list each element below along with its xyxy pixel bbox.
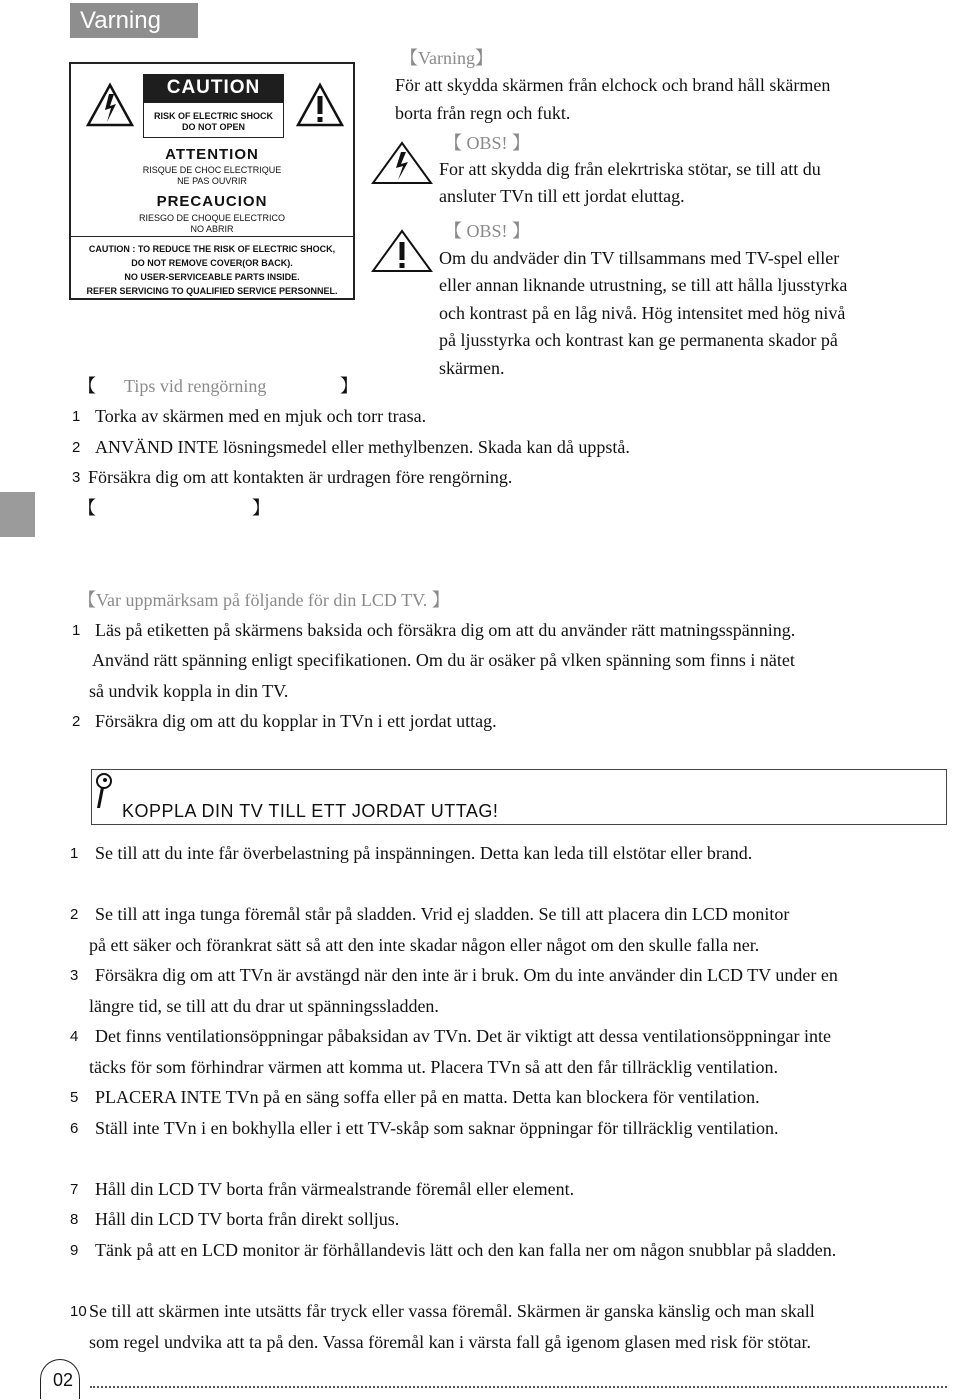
obs-heading-1: 【 OBS! 】 <box>444 133 531 153</box>
instruction-line-1: CAUTION : TO REDUCE THE RISK OF ELECTRIC SHOCK, <box>88 244 336 254</box>
list-item-text: på ett säker och förankrat sätt så att den inte skadar någon eller något om den skulle falla ner. <box>89 935 760 955</box>
cleaning-item-number: 3 <box>72 469 81 486</box>
cleaning-item-text: Torka av skärmen med en mjuk och torr trasa. <box>95 406 427 426</box>
obs1-line-1: For att skydda dig från elekrtriska stötar, se till att du <box>439 159 821 179</box>
list-item-text: Håll din LCD TV borta från värmealstrande föremål eller element. <box>95 1179 575 1199</box>
cleaning-item-number: 1 <box>72 408 81 425</box>
warning-line-2: borta från regn och fukt. <box>395 103 571 123</box>
cleaning-item-text: ANVÄND INTE lösningsmedel eller methylbenzen. Skada kan då uppstå. <box>95 437 630 457</box>
risk-line-1: RISK OF ELECTRIC SHOCK <box>153 111 273 121</box>
list-item-number: 2 <box>70 906 79 923</box>
list-item-number: 3 <box>70 967 79 984</box>
precaucion-line-1: RIESGO DE CHOQUE ELECTRICO <box>138 213 286 223</box>
attention-item-text: Försäkra dig om att du kopplar in TVn i ett jordat uttag. <box>95 711 497 731</box>
caution-heading: CAUTION <box>143 74 284 102</box>
obs2-line-4: på ljusstyrka och kontrast kan ge permanenta skador på <box>439 330 838 350</box>
exclamation-warning-icon <box>295 82 345 128</box>
attention-item-number: 1 <box>72 622 81 639</box>
obs-heading-2: 【 OBS! 】 <box>444 221 531 241</box>
list-item-number: 4 <box>70 1028 79 1045</box>
attention-item-text: Använd rätt spänning enligt specifikationen. Om du är osäker på vlken spänning som finns i nätet <box>92 650 795 670</box>
obs2-line-1: Om du andväder din TV tillsammans med TV-spel eller <box>439 248 840 268</box>
warning-line-1: För att skydda skärmen från elchock och brand håll skärmen <box>395 75 831 95</box>
cleaning-item-text: Försäkra dig om att kontakten är urdragen före rengörning. <box>88 467 513 487</box>
list-item-number: 6 <box>70 1120 79 1137</box>
obs1-line-2: ansluter TVn till ett jordat eluttag. <box>439 186 685 206</box>
attention-item-number: 2 <box>72 713 81 730</box>
list-item-text: Håll din LCD TV borta från direkt solljus. <box>95 1209 400 1229</box>
exclamation-warning-icon <box>370 228 434 274</box>
empty-bracket-close: 】 <box>252 498 270 518</box>
list-item-text: täcks för som förhindrar värmen att komma ut. Placera TVn så att den får tillräcklig ventilation. <box>89 1057 778 1077</box>
precaucion-line-2: NO ABRIR <box>190 224 234 234</box>
risk-line-2: DO NOT OPEN <box>181 122 245 132</box>
cleaning-item-number: 2 <box>72 439 81 456</box>
lightning-warning-icon <box>370 140 434 186</box>
attention-heading: ATTENTION <box>165 146 259 163</box>
grounding-notice: KOPPLA DIN TV TILL ETT JORDAT UTTAG! <box>122 801 499 821</box>
list-item-number: 7 <box>70 1181 79 1198</box>
list-item-text: Se till att inga tunga föremål står på sladden. Vrid ej sladden. Se till att placera din LCD monitor <box>95 904 790 924</box>
empty-bracket-open: 【 <box>78 498 96 518</box>
attention-item-text: Läs på etiketten på skärmens baksida och försäkra dig om att du använder rätt matningsspänning. <box>95 620 796 640</box>
section-title: Varning <box>70 3 198 38</box>
list-item-number: 8 <box>70 1211 79 1228</box>
caution-label <box>69 62 355 300</box>
cleaning-bracket-open: 【 <box>78 376 96 396</box>
list-item-text: Försäkra dig om att TVn är avstängd när den inte är i bruk. Om du inte använder din LCD TV under en <box>95 965 838 985</box>
footer-dotted-line <box>90 1386 947 1388</box>
lightning-warning-icon <box>85 82 135 128</box>
list-item-number: 10 <box>70 1303 87 1320</box>
list-item-text: Tänk på att en LCD monitor är förhållandevis lätt och den kan falla ner om någon snubblar på sladden. <box>95 1240 837 1260</box>
precaucion-heading: PRECAUCION <box>156 193 268 210</box>
list-item-text: längre tid, se till att du drar ut spänningssladden. <box>89 996 439 1016</box>
list-item-text: som regel undvika att ta på den. Vassa föremål kan i värsta fall gå igenom glasen med risk för stötar. <box>89 1332 811 1352</box>
side-tab-marker <box>0 492 35 537</box>
caution-instructions <box>71 236 353 299</box>
list-item-text: Ställ inte TVn i en bokhylla eller i ett TV-skåp som saknar öppningar för tillräcklig ventilation. <box>95 1118 779 1138</box>
obs2-line-2: eller annan liknande utrustning, se till att hålla ljusstyrka <box>439 275 848 295</box>
list-item-text: PLACERA INTE TVn på en säng soffa eller på en matta. Detta kan blockera för ventilation. <box>95 1087 760 1107</box>
list-item-number: 1 <box>70 845 79 862</box>
cleaning-heading: Tips vid rengörning <box>124 376 267 396</box>
list-item-text: Se till att skärmen inte utsätts får tryck eller vassa föremål. Skärmen är ganska känslig och man skall <box>89 1301 815 1321</box>
obs2-line-5: skärmen. <box>439 358 505 378</box>
key-icon <box>92 772 114 810</box>
attention-line-2: NE PAS OUVRIR <box>177 176 247 186</box>
attention-line-1: RISQUE DE CHOC ELECTRIQUE <box>142 165 282 175</box>
list-item-number: 5 <box>70 1089 79 1106</box>
obs2-line-3: och kontrast på en låg nivå. Hög intensitet med hög nivå <box>439 303 846 323</box>
attention-heading: 【Var uppmärksam på följande för din LCD TV. 】 <box>78 590 450 610</box>
page-number-badge <box>40 1359 80 1399</box>
page-number: 02 <box>53 1370 74 1390</box>
grounding-notice-box <box>91 769 947 825</box>
instruction-line-4: REFER SERVICING TO QUALIFIED SERVICE PERSONNEL. <box>86 286 338 296</box>
attention-item-text: så undvik koppla in din TV. <box>89 681 289 701</box>
list-item-text: Se till att du inte får överbelastning på inspänningen. Detta kan leda till elstötar eller brand. <box>95 843 753 863</box>
list-item-number: 9 <box>70 1242 79 1259</box>
warning-heading: 【Varning】 <box>400 48 493 68</box>
list-item-text: Det finns ventilationsöppningar påbaksidan av TVn. Det är viktigt att dessa ventilationsöppningar inte <box>95 1026 832 1046</box>
cleaning-bracket-close: 】 <box>340 376 358 396</box>
instruction-line-3: NO USER-SERVICEABLE PARTS INSIDE. <box>124 272 300 282</box>
risk-box <box>143 102 284 138</box>
instruction-line-2: DO NOT REMOVE COVER(OR BACK). <box>131 258 293 268</box>
